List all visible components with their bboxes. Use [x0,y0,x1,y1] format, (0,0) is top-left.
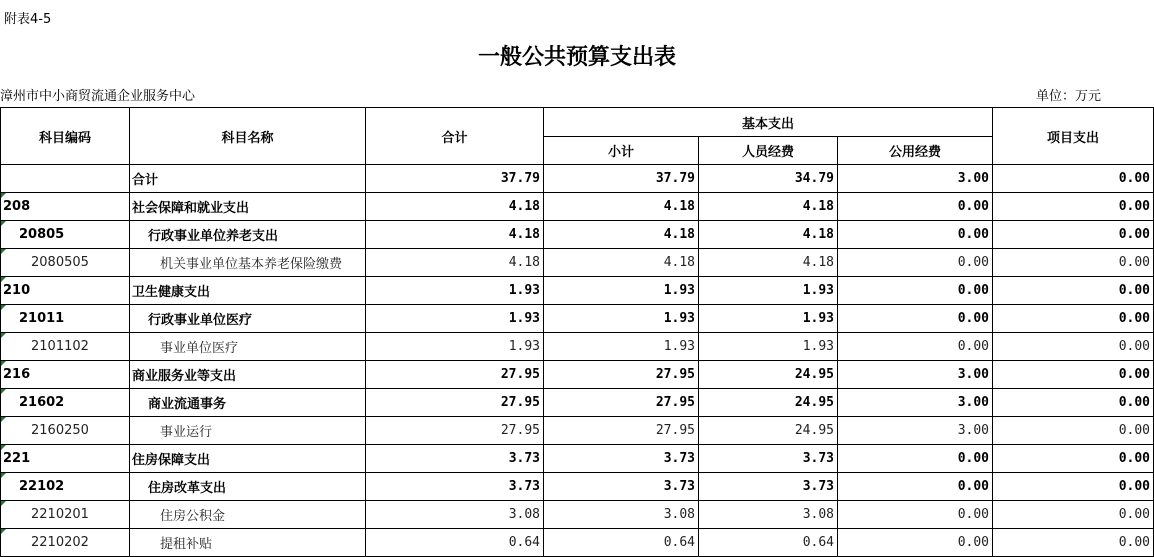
row-subtotal: 4.18 [544,249,699,277]
row-personnel: 4.18 [699,193,838,221]
row-public: 0.00 [838,333,993,361]
row-subtotal: 0.64 [544,529,699,557]
row-total: 1.93 [366,333,544,361]
row-public: 0.00 [838,221,993,249]
row-total: 3.08 [366,501,544,529]
row-total: 3.73 [366,445,544,473]
row-code: 22102 [1,473,130,501]
row-subtotal: 4.18 [544,193,699,221]
appendix-note: 附表4-5 [4,12,52,27]
row-total: 37.79 [366,165,544,193]
row-subtotal: 1.93 [544,305,699,333]
row-project: 0.00 [993,221,1154,249]
table-row [1,473,1154,501]
row-name: 卫生健康支出 [130,277,366,305]
row-name: 住房改革支出 [130,473,366,501]
row-code: 210 [1,277,130,305]
row-code: 2080505 [1,249,130,277]
row-name: 机关事业单位基本养老保险缴费 [130,249,366,277]
row-name: 事业运行 [130,417,366,445]
row-subtotal: 3.73 [544,445,699,473]
row-project: 0.00 [993,389,1154,417]
row-subtotal: 3.73 [544,473,699,501]
row-public: 0.00 [838,249,993,277]
header-subtotal: 小计 [544,137,699,165]
row-public: 0.00 [838,305,993,333]
row-public: 0.00 [838,473,993,501]
row-name: 合计 [130,165,366,193]
table-row [1,501,1154,529]
row-name: 商业服务业等支出 [130,361,366,389]
row-subtotal: 1.93 [544,333,699,361]
row-personnel: 24.95 [699,417,838,445]
row-project: 0.00 [993,445,1154,473]
row-subtotal: 1.93 [544,277,699,305]
row-public: 0.00 [838,277,993,305]
row-project: 0.00 [993,417,1154,445]
header-code: 科目编码 [1,108,130,165]
row-project: 0.00 [993,361,1154,389]
row-personnel: 24.95 [699,361,838,389]
row-personnel: 24.95 [699,389,838,417]
row-total: 0.64 [366,529,544,557]
header-personnel: 人员经费 [699,137,838,165]
row-code: 221 [1,445,130,473]
table-row [1,389,1154,417]
row-public: 3.00 [838,361,993,389]
row-project: 0.00 [993,193,1154,221]
row-public: 0.00 [838,529,993,557]
row-total: 1.93 [366,305,544,333]
table-row [1,165,1154,193]
row-total: 4.18 [366,193,544,221]
row-subtotal: 4.18 [544,221,699,249]
row-public: 0.00 [838,445,993,473]
row-total: 1.93 [366,277,544,305]
row-personnel: 1.93 [699,333,838,361]
row-total: 4.18 [366,249,544,277]
row-code: 2160250 [1,417,130,445]
header-project: 项目支出 [993,108,1154,165]
row-personnel: 0.64 [699,529,838,557]
row-personnel: 4.18 [699,249,838,277]
row-public: 3.00 [838,389,993,417]
row-code: 21602 [1,389,130,417]
table-row [1,361,1154,389]
row-project: 0.00 [993,501,1154,529]
row-public: 0.00 [838,501,993,529]
row-personnel: 1.93 [699,305,838,333]
row-total: 27.95 [366,361,544,389]
table-row [1,305,1154,333]
header-name: 科目名称 [130,108,366,165]
row-subtotal: 3.08 [544,501,699,529]
header-basic: 基本支出 [544,108,993,137]
table-row [1,193,1154,221]
row-project: 0.00 [993,529,1154,557]
table-row [1,277,1154,305]
row-project: 0.00 [993,277,1154,305]
row-personnel: 3.08 [699,501,838,529]
row-name: 住房保障支出 [130,445,366,473]
row-public: 3.00 [838,165,993,193]
row-personnel: 3.73 [699,473,838,501]
page-title: 一般公共预算支出表 [477,44,676,70]
header-total: 合计 [366,108,544,165]
row-subtotal: 37.79 [544,165,699,193]
row-code: 208 [1,193,130,221]
table-row [1,221,1154,249]
row-personnel: 34.79 [699,165,838,193]
row-personnel: 1.93 [699,277,838,305]
row-total: 4.18 [366,221,544,249]
row-code: 2210201 [1,501,130,529]
row-code: 216 [1,361,130,389]
row-code [1,165,130,193]
table-row [1,249,1154,277]
row-project: 0.00 [993,473,1154,501]
row-name: 事业单位医疗 [130,333,366,361]
table-row [1,529,1154,557]
table-row [1,445,1154,473]
row-personnel: 3.73 [699,445,838,473]
unit-label: 单位：万元 [1036,89,1102,104]
row-project: 0.00 [993,165,1154,193]
table-row [1,417,1154,445]
row-personnel: 4.18 [699,221,838,249]
row-project: 0.00 [993,305,1154,333]
row-subtotal: 27.95 [544,389,699,417]
row-name: 提租补贴 [130,529,366,557]
row-name: 行政事业单位医疗 [130,305,366,333]
row-code: 21011 [1,305,130,333]
row-total: 27.95 [366,417,544,445]
row-name: 商业流通事务 [130,389,366,417]
row-subtotal: 27.95 [544,361,699,389]
row-name: 行政事业单位养老支出 [130,221,366,249]
row-public: 3.00 [838,417,993,445]
header-public: 公用经费 [838,137,993,165]
row-project: 0.00 [993,249,1154,277]
row-name: 住房公积金 [130,501,366,529]
organization-name: 漳州市中小商贸流通企业服务中心 [0,89,196,104]
row-total: 3.73 [366,473,544,501]
row-code: 2101102 [1,333,130,361]
row-subtotal: 27.95 [544,417,699,445]
budget-table [0,107,1154,557]
row-code: 20805 [1,221,130,249]
row-project: 0.00 [993,333,1154,361]
row-code: 2210202 [1,529,130,557]
row-public: 0.00 [838,193,993,221]
row-name: 社会保障和就业支出 [130,193,366,221]
table-row [1,333,1154,361]
row-total: 27.95 [366,389,544,417]
